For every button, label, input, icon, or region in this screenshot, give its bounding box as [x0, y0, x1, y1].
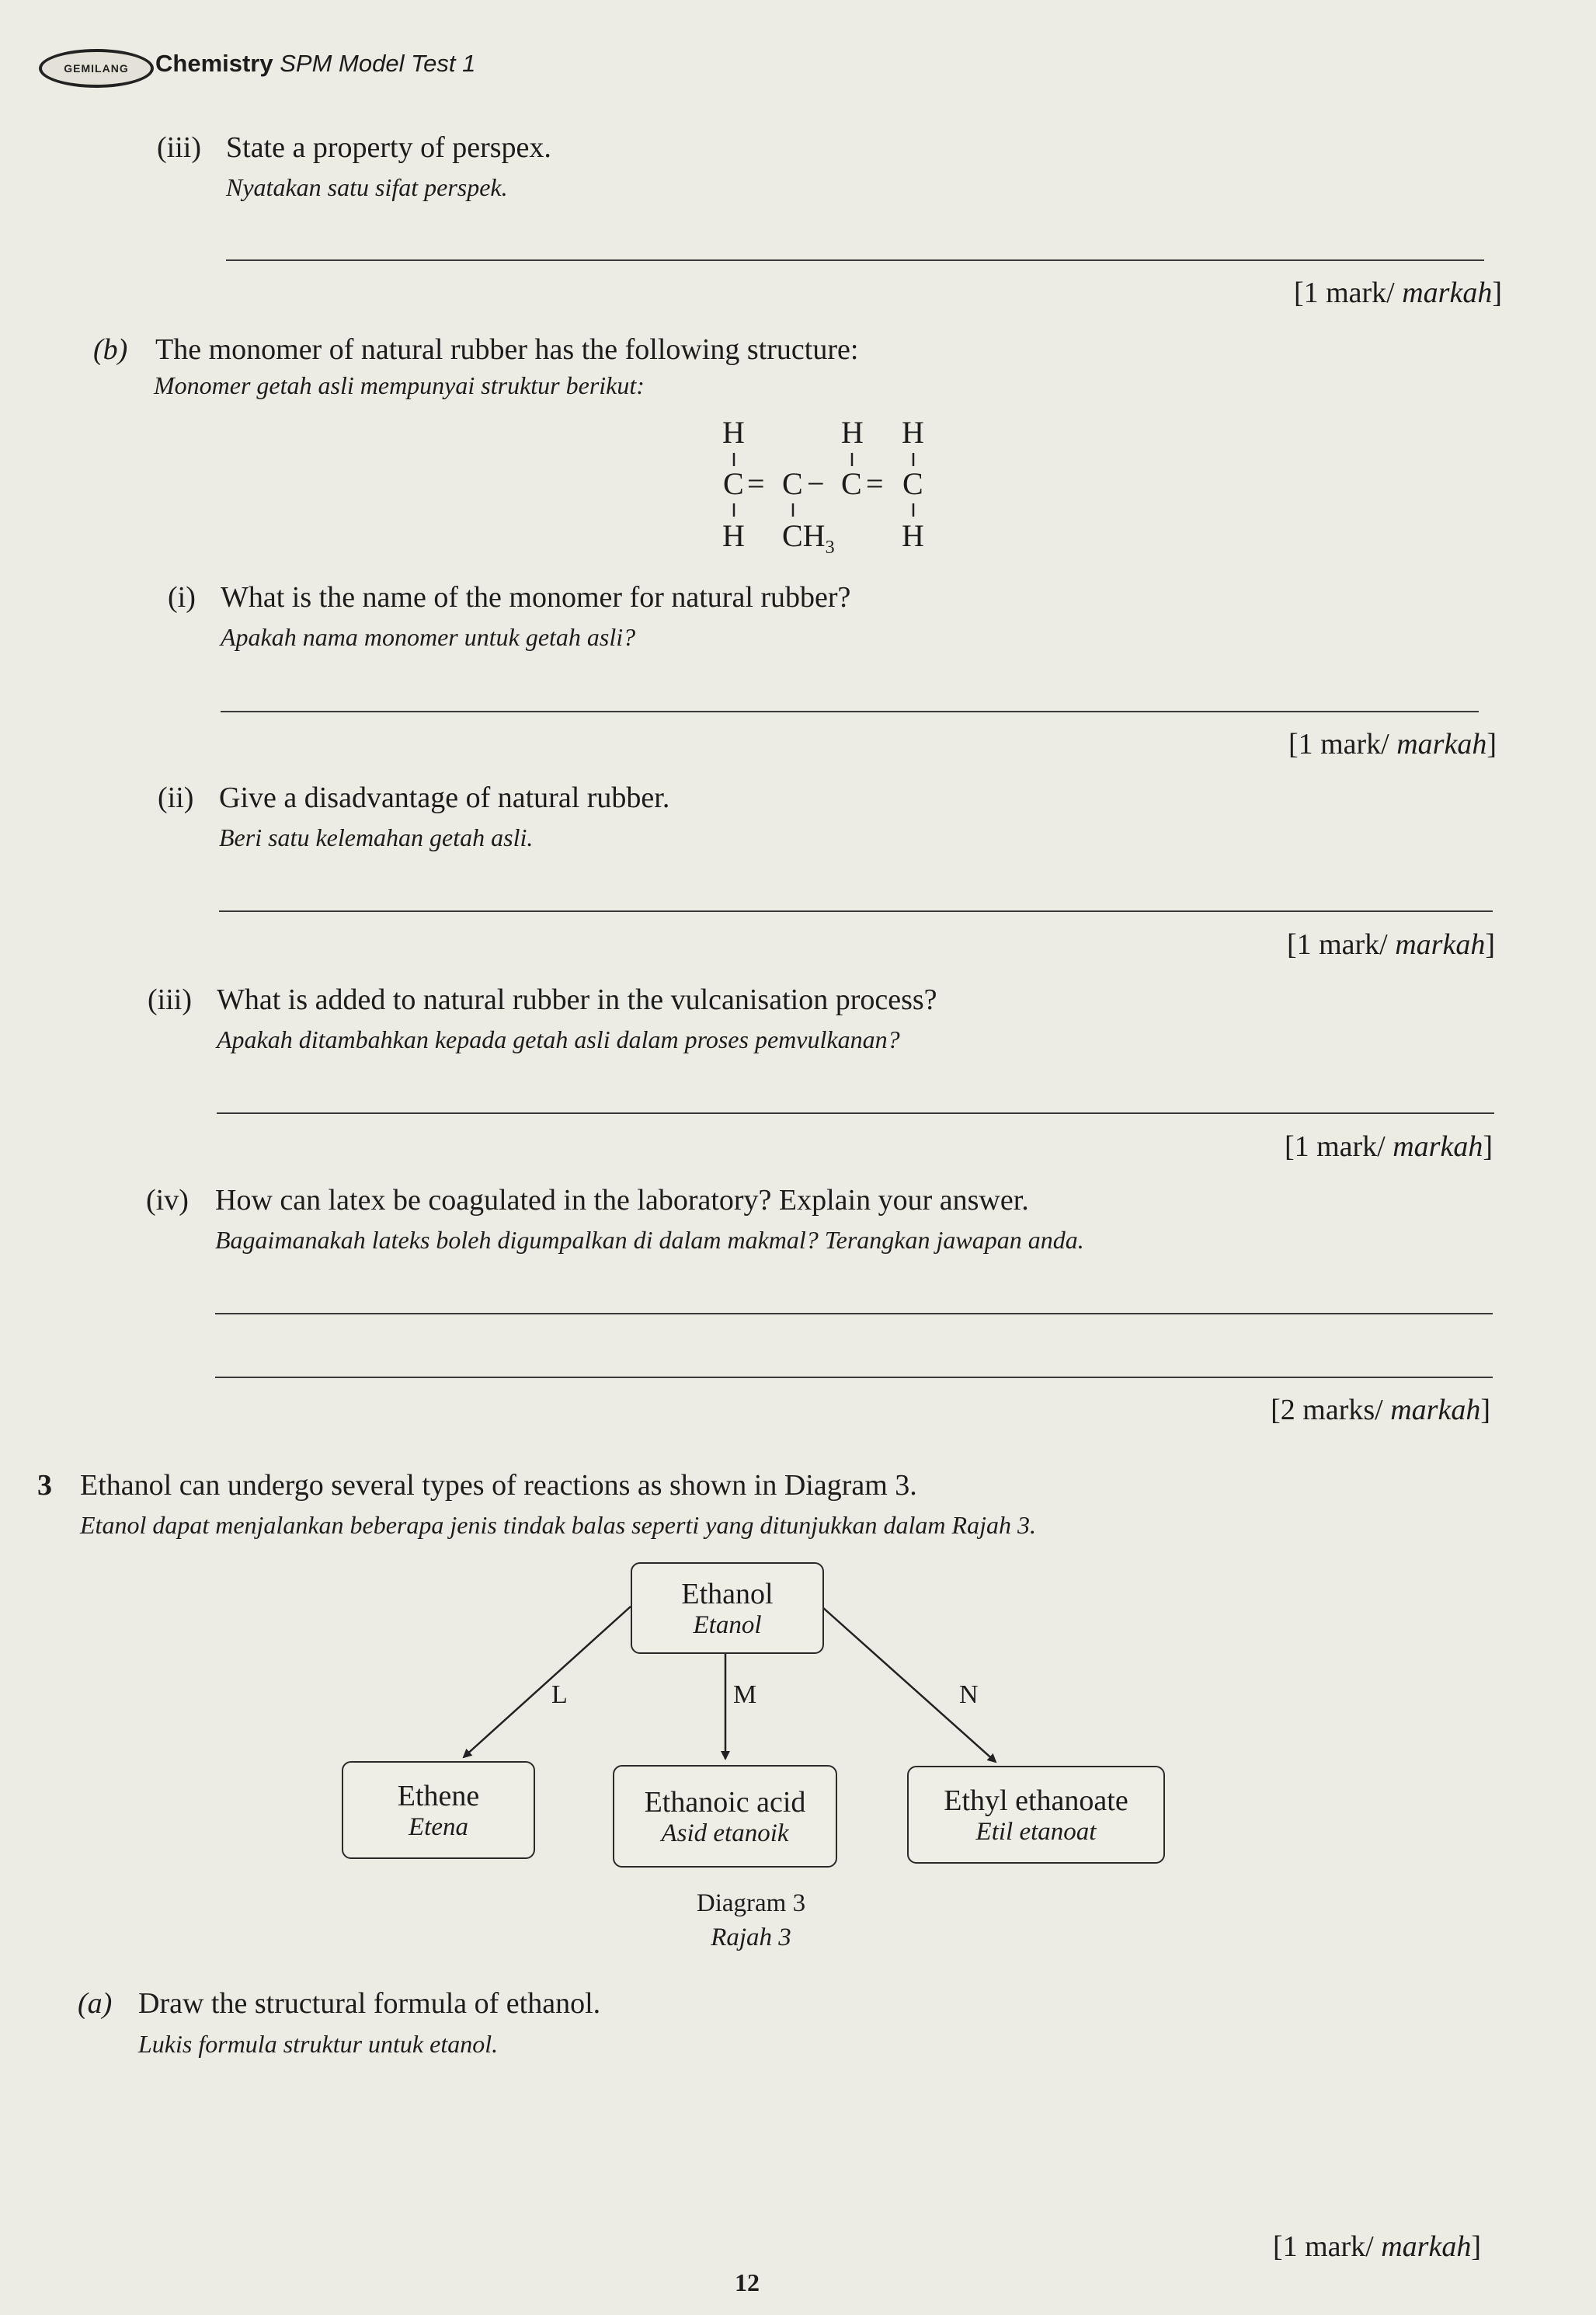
q2b-iv-question-ms: Bagaimanakah lateks boleh digumpalkan di dalam makmal? Terangkan jawapan anda.	[215, 1226, 1084, 1254]
box-ethanoic-acid-en: Ethanoic acid	[644, 1785, 806, 1819]
q2b-iv-question: How can latex be coagulated in the laboratory? Explain your answer.	[215, 1184, 1029, 1217]
box-ethene	[342, 1761, 535, 1859]
atom-h-top-1: H	[722, 415, 745, 450]
bond-single: −	[807, 466, 825, 501]
q2b-ii-question-ms: Beri satu kelemahan getah asli.	[219, 823, 534, 851]
q2a-iii-question-ms: Nyatakan satu sifat perspek.	[226, 173, 508, 201]
q2b-iii-question: What is added to natural rubber in the vulcanisation process?	[217, 983, 937, 1016]
box-ethyl-ethanoate-ms: Etil etanoat	[975, 1817, 1097, 1846]
q2b-i-question-ms: Apakah nama monomer untuk getah asli?	[221, 623, 636, 651]
atom-c3: C	[841, 466, 862, 501]
bond-double-2: =	[866, 466, 884, 501]
box-ethanol-en: Ethanol	[681, 1577, 774, 1610]
page-number: 12	[735, 2268, 760, 2296]
diagram-caption: Diagram 3	[696, 1889, 806, 1917]
atom-h-bottom-1: H	[722, 518, 745, 553]
atom-c1: C	[723, 466, 744, 501]
atom-h-top-2: H	[841, 415, 864, 450]
q3-question-ms: Etanol dapat menjalankan beberapa jenis tindak balas seperti yang ditunjukkan dalam Rajah 3.	[80, 1511, 1036, 1539]
drawing-area-q3a[interactable]	[138, 2074, 1497, 2230]
box-ethene-ms: Etena	[409, 1812, 468, 1841]
q2a-iii-question: State a property of perspex.	[226, 131, 551, 164]
header-subject: Chemistry	[155, 50, 273, 77]
q2a-iii-number: (iii)	[157, 131, 201, 164]
mark-q2b-iv: [2 marks/ markah]	[1271, 1394, 1490, 1426]
logo-text: GEMILANG	[64, 62, 129, 75]
atom-h-top-3: H	[902, 415, 924, 450]
methyl-group: $CH_3$	[782, 518, 835, 558]
q3a-question-ms: Lukis formula struktur untuk etanol.	[138, 2030, 499, 2058]
q2b-iii-question-ms: Apakah ditambahkan kepada getah asli dalam proses pemvulkanan?	[217, 1025, 900, 1053]
box-ethyl-ethanoate-en: Ethyl ethanoate	[944, 1784, 1128, 1817]
q2b-ii-question: Give a disadvantage of natural rubber.	[219, 782, 670, 814]
q2b-i-number: (i)	[168, 581, 196, 614]
q2b-iii-number: (iii)	[148, 983, 192, 1016]
q2b-i-question: What is the name of the monomer for natural rubber?	[221, 581, 851, 614]
header-test-name: SPM Model Test 1	[280, 50, 476, 77]
box-ethanoic-acid	[613, 1765, 837, 1868]
atom-h-bottom-2: H	[902, 518, 924, 553]
q2b-question-ms: Monomer getah asli mempunyai struktur berikut:	[154, 371, 645, 399]
label-m: M	[733, 1680, 757, 1709]
q2b-question: The monomer of natural rubber has the following structure:	[155, 333, 859, 366]
box-ethene-en: Ethene	[397, 1779, 480, 1812]
q2b-letter: (b)	[93, 333, 128, 366]
mark-q2a-iii: [1 mark/ markah]	[1293, 277, 1502, 309]
atom-c4: C	[902, 466, 923, 501]
bond-double-1: =	[747, 466, 765, 501]
mark-q2b-ii: [1 mark/ markah]	[1286, 928, 1495, 961]
q3a-question: Draw the structural formula of ethanol.	[138, 1987, 601, 2020]
arrow-l	[464, 1607, 631, 1757]
label-l: L	[551, 1680, 568, 1709]
q3a-letter: (a)	[78, 1987, 113, 2020]
diagram-caption-ms: Rajah 3	[711, 1923, 791, 1951]
label-n: N	[959, 1680, 979, 1709]
box-ethyl-ethanoate	[907, 1766, 1165, 1864]
q2b-ii-number: (ii)	[158, 782, 194, 814]
box-ethanoic-acid-ms: Asid etanoik	[661, 1819, 789, 1847]
box-ethanol-ms: Etanol	[693, 1610, 762, 1639]
mark-q2b-iii: [1 mark/ markah]	[1284, 1130, 1493, 1163]
box-ethanol	[631, 1562, 824, 1654]
q3-question: Ethanol can undergo several types of reactions as shown in Diagram 3.	[80, 1469, 917, 1502]
q2b-iv-number: (iv)	[146, 1184, 189, 1217]
atom-c2: C	[782, 466, 803, 501]
mark-q3a: [1 mark/ markah]	[1272, 2230, 1481, 2263]
q3-number: 3	[37, 1469, 52, 1502]
mark-q2b-i: [1 mark/ markah]	[1288, 728, 1497, 761]
